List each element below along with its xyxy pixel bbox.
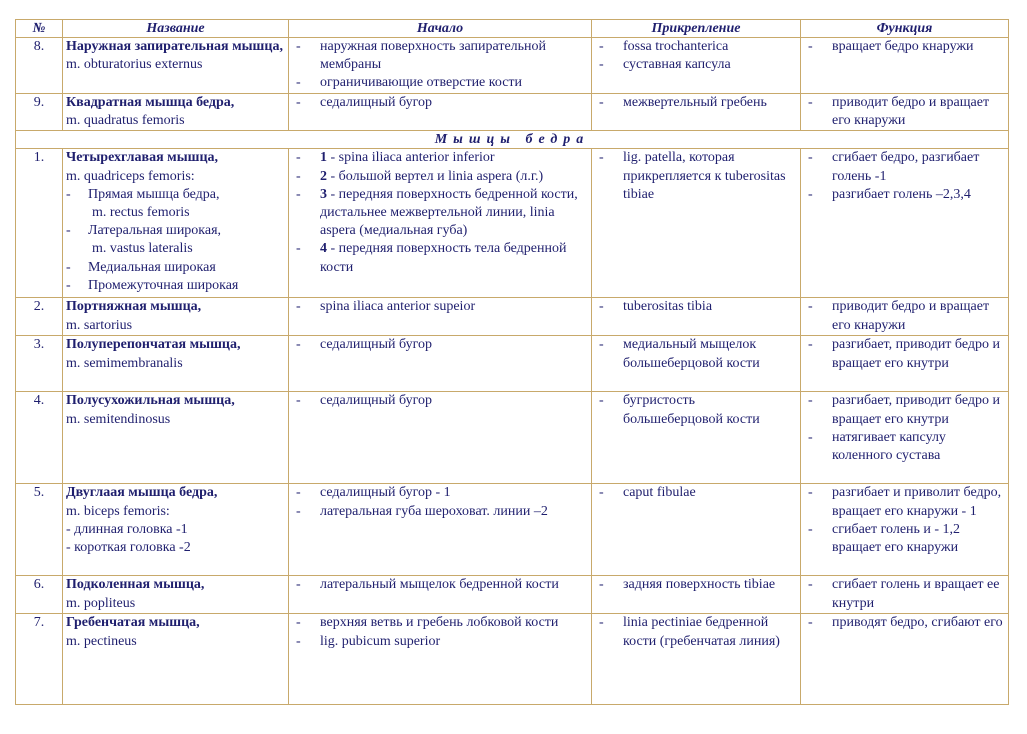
list-item: - 1 - spina iliaca anterior inferior [296,150,495,166]
origin-cell [289,392,592,484]
origin-cell [289,614,592,705]
list-item: - наружная поверхность запирательной мембраны [296,39,547,73]
header-origin: Начало [289,20,592,38]
list-item: - приводят бедро, сгибают его [808,615,1003,631]
row-number: 9. [16,94,63,131]
muscle-latin: m. quadriceps femoris: [66,168,195,184]
table-row [16,614,1009,705]
header-name: Название [63,20,289,38]
row-number: 4. [16,392,63,484]
origin-cell [289,484,592,576]
muscle-latin: m. biceps femoris: [66,503,170,519]
muscle-name-cell [63,484,289,576]
list-item: - tuberositas tibia [599,299,713,315]
list-item: - суставная капсула [599,57,731,73]
list-item: - 3 - передняя поверхность бедренной кости, дистальнее межвертельной линии, linia aspera (медиальная губа) [296,186,578,239]
function-cell [801,576,1009,614]
list-item: - натягивает капсулу коленного сустава [808,429,946,464]
list-item: - сгибает бедро, разгибает голень -1 [808,150,980,184]
table-row [16,149,1009,298]
list-item: - верхняя ветвь и гребень лобковой кости [296,615,559,631]
origin-cell [289,576,592,614]
list-item: - spina iliaca anterior supeior [296,299,476,315]
muscle-name-cell [63,614,289,705]
row-number: 1. [16,149,63,298]
function-cell [801,336,1009,392]
muscle-name: Двуглаая мышца бедра, [66,485,218,501]
table-row [16,484,1009,576]
insertion-cell [592,576,801,614]
muscle-table [15,19,1009,705]
list-item: - разгибает, приводит бедро и вращает его кнутри [808,337,1001,371]
row-number: 6. [16,576,63,614]
muscle-name: Гребенчатая мышца, [66,615,200,631]
list-item: - fossa trochanterica [599,39,729,54]
insertion-cell [592,94,801,131]
list-item: - разгибает голень –2,3,4 [808,186,971,202]
insertion-cell [592,336,801,392]
muscle-name-cell [63,298,289,336]
table-row [16,94,1009,131]
muscle-latin: m. obturatorius externus [66,57,203,73]
table-row [16,298,1009,336]
table-row [16,38,1009,94]
function-cell [801,614,1009,705]
section-title: Мышцы бедра [16,131,1009,149]
list-item: - 2 - большой вертел и linia aspera (л.г.) [296,168,544,184]
muscle-latin: m. popliteus [66,595,136,611]
muscle-name: Подколенная мышца, [66,577,205,593]
insertion-cell [592,149,801,298]
list-item: - сгибает голень и вращает ее кнутри [808,577,1000,611]
list-item: - вращает бедро кнаружи [808,39,974,54]
function-cell [801,38,1009,94]
list-item: - седалищный бугор [296,95,433,110]
muscle-part: - Промежуточная широкая [66,277,239,293]
origin-cell [289,336,592,392]
row-number: 3. [16,336,63,392]
list-item: - сгибает голень и - 1,2 вращает его кнаружи [808,521,961,556]
list-item: - седалищный бугор - 1 [296,485,451,501]
insertion-cell [592,392,801,484]
list-item: - приводит бедро и вращает его кнаружи [808,95,990,129]
origin-cell [289,298,592,336]
muscle-name: Полусухожильная мышца, [66,393,235,409]
header-row [16,20,1009,38]
list-item: - межвертельный гребень [599,95,767,110]
list-item: - приводит бедро и вращает его кнаружи [808,299,990,333]
list-item: - задняя поверхность tibiae [599,577,776,593]
table-row [16,336,1009,392]
muscle-name-cell [63,336,289,392]
list-item: - caput fibulae [599,485,696,501]
muscle-latin: m. quadratus femoris [66,113,185,129]
function-cell [801,392,1009,484]
list-item: - разгибает, приводит бедро и вращает его кнутри [808,393,1001,427]
muscle-part: - Медиальная широкая [66,259,216,275]
header-function: Функция [801,20,1009,38]
muscle-name-cell [63,576,289,614]
function-cell [801,484,1009,576]
list-item: - lig. patella, которая прикрепляется к tuberositas tibiae [599,150,786,202]
muscle-head: - короткая головка -2 [66,540,191,556]
muscle-head: - длинная головка -1 [66,521,188,537]
list-item: - латеральный мыщелок бедренной кости [296,577,559,593]
row-number: 5. [16,484,63,576]
function-cell [801,298,1009,336]
row-number: 7. [16,614,63,705]
origin-cell [289,38,592,94]
insertion-cell [592,298,801,336]
muscle-part: - Прямая мышца бедра, [66,186,220,202]
muscle-name: Полуперепончатая мышца, [66,337,241,353]
function-cell [801,94,1009,131]
muscle-name: Наружная запирательная мышца, [66,39,283,54]
insertion-cell [592,484,801,576]
muscle-part-latin: m. rectus femoris [92,205,190,221]
muscle-name: Квадратная мышца бедра, [66,95,235,110]
row-number: 8. [16,38,63,94]
list-item: - бугристость большеберцовой кости [599,393,760,427]
insertion-cell [592,614,801,705]
origin-cell [289,94,592,131]
muscle-name: Четырехглавая мышца, [66,150,219,166]
list-item: - латеральная губа шероховат. линии –2 [296,503,548,519]
function-cell [801,149,1009,298]
muscle-latin: m. pectineus [66,633,137,649]
origin-cell [289,149,592,298]
list-item: - linia pectiniae бедренной кости (гребенчатая линия) [599,615,780,649]
header-num: № [16,20,63,38]
muscle-name-cell [63,149,289,298]
list-item: - ограничивающие отверстие кости [296,75,523,91]
list-item: - седалищный бугор [296,337,433,353]
header-insertion: Прикрепление [592,20,801,38]
muscle-latin: m. semitendinosus [66,411,171,427]
muscle-part-latin: m. vastus lateralis [92,241,193,257]
list-item: - седалищный бугор [296,393,433,409]
section-row [16,131,1009,149]
row-number: 2. [16,298,63,336]
muscle-name-cell [63,94,289,131]
muscle-latin: m. semimembranalis [66,355,183,371]
muscle-name: Портняжная мышца, [66,299,202,315]
muscle-latin: m. sartorius [66,317,133,333]
list-item: - lig. pubicum superior [296,633,441,649]
muscle-part: - Латеральная широкая, [66,223,222,239]
insertion-cell [592,38,801,94]
table-row [16,392,1009,484]
list-item: - 4 - передняя поверхность тела бедренной кости [296,241,567,275]
list-item: - разгибает и приволит бедро, вращает его кнаружи - 1 [808,485,1002,519]
list-item: - медиальный мыщелок большеберцовой кости [599,337,760,371]
muscle-name-cell [63,392,289,484]
muscle-name-cell [63,38,289,94]
table-row [16,576,1009,614]
